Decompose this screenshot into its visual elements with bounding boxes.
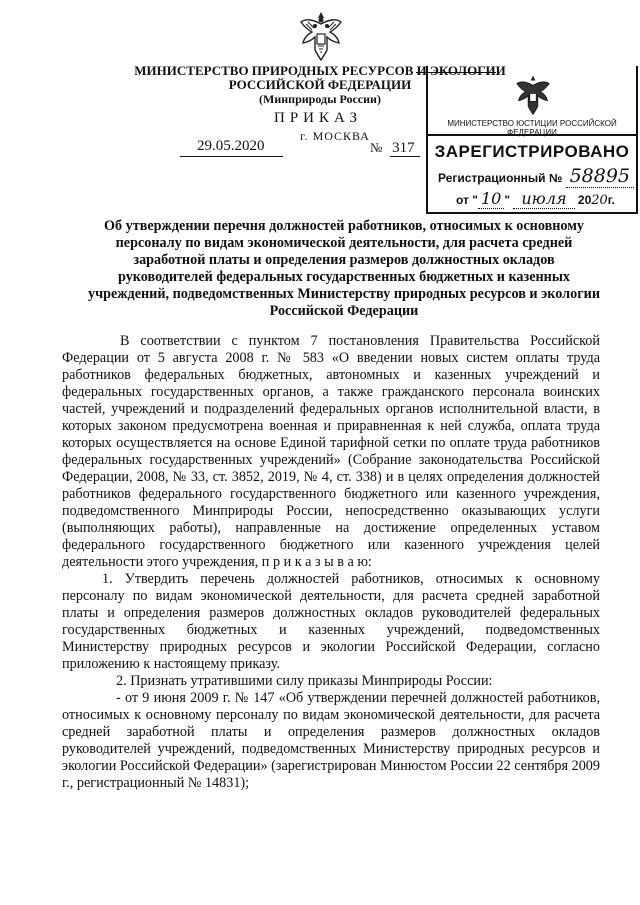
ministry-short-name: (Минприроды России): [259, 92, 381, 106]
paragraph-item-1: 1. Утвердить перечень должностей работников, относимых к основному персоналу по видам экономической деятельности, для расчета средней заработной платы и определения размеров должностных окладов руководителей федеральных государственных бюджетных и казенных учреждений, подведомственных Министерству природных ресурсов и экологии Российской Федерации, согласно приложению к настоящему приказу.: [62, 571, 600, 672]
ministry-name-line1: МИНИСТЕРСТВО ПРИРОДНЫХ РЕСУРСОВ И ЭКОЛОГИИ: [134, 63, 506, 78]
stamp-registration-number: [438, 165, 634, 187]
date-underline: [180, 156, 283, 157]
registration-stamp: [426, 66, 638, 214]
stamp-organization: МИНИСТЕРСТВО ЮСТИЦИИ РОССИЙСКОЙ ФЕДЕРАЦИИ: [447, 119, 617, 137]
stamp-from-label: от: [456, 193, 469, 207]
coat-of-arms-emblem: [298, 10, 344, 62]
number-value: 317: [392, 140, 415, 156]
stamp-status: ЗАРЕГИСТРИРОВАНО: [434, 142, 630, 161]
stamp-emblem: [514, 74, 552, 116]
stamp-reg-number-handwritten: 58895: [566, 165, 634, 188]
stamp-reg-label: Регистрационный №: [438, 171, 563, 185]
stamp-year: 2020г.: [577, 193, 615, 208]
stamp-month-handwritten: июля: [513, 189, 574, 209]
number-label: №: [370, 140, 383, 155]
stamp-day: " 10 ": [472, 189, 511, 208]
document-type: ПРИКАЗ: [274, 110, 362, 126]
document-date: 29.05.2020: [197, 138, 265, 154]
document-number: [370, 140, 415, 157]
stamp-separator: [428, 134, 636, 136]
paragraph-item-2-subitem: - от 9 июня 2009 г. № 147 «Об утверждении перечней должностей работников, относимых к основному персоналу по видам экономической деятельности, для расчета средней заработной платы и определения размеров должностных окладов руководителей учреждений, подведомственных Министерству природных ресурсов и экологии Российской Федерации» (зарегистрирован Минюстом России 22 сентября 2009 г., регистрационный № 14831);: [62, 690, 600, 791]
number-underline: [390, 156, 420, 157]
paragraph-preamble: В соответствии с пунктом 7 постановления Правительства Российской Федерации от 5 августа 2008 г. № 583 «О введении новых систем оплаты труда работников федеральных бюджетных, автономных и казенных учреждений и федеральных государственных органов, а также гражданского персонала воинских частей, учреждений и подразделений федеральных органов исполнительной власти, в которых законом предусмотрена военная и приравненная к ней служба, оплата труда которых осуществляется на основе Единой тарифной сетки по оплате труда работников федеральных государственных учреждений» (Собрание законодательства Российской Федерации, 2008, № 33, ст. 3852, 2019, № 4, ст. 338) и в целях определения должностей работников федерального государственного бюджетного или казенного учреждения, подведомственного Минприроды России, непосредственно оказывающих услуги (выполняющих работы), направленные на достижение определенных уставом федерального государственного бюджетного или казенного учреждения целей деятельности этого учреждения, п р и к а з ы в а ю:: [62, 333, 600, 570]
stamp-date: [456, 189, 615, 208]
document-title: Об утверждении перечня должностей работников, относимых к основному персоналу по видам экономической деятельности, для расчета средней заработной платы и определения размеров должностных окладов руководителей федеральных государственных бюджетных и казенных учреждений, подведомственных Министерству природных ресурсов и экологии Российской Федерации: [87, 218, 601, 319]
document-body: [62, 333, 600, 792]
ministry-name-line2: РОССИЙСКОЙ ФЕДЕРАЦИИ: [228, 77, 412, 92]
city: г. МОСКВА: [300, 129, 370, 143]
paragraph-item-2: 2. Признать утратившими силу приказы Минприроды России:: [116, 673, 493, 689]
